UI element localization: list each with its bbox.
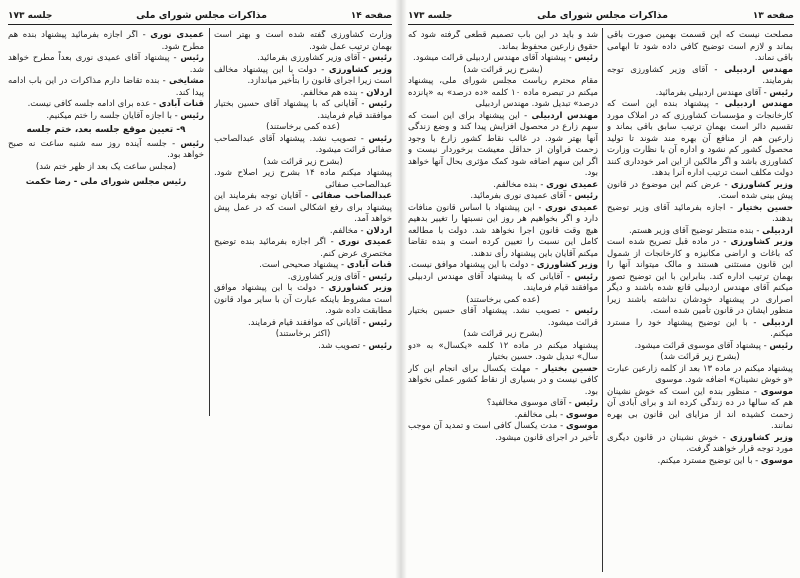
speech-text: - عرض کنم این موضوع در قانون پیش بینی شده است.	[607, 179, 793, 201]
speaker-name: عمیدی نوری	[150, 30, 204, 40]
speech-paragraph	[214, 226, 392, 238]
speaker-name: رئیس	[368, 340, 392, 351]
page-header	[408, 7, 794, 25]
stage-direction: (بشرح زیر قرائت شد)	[463, 329, 543, 339]
speech-paragraph	[214, 318, 392, 330]
speech-text: - تصویب شد.	[318, 340, 366, 351]
speech-text: - تصویب نشد. پیشنهاد آقای عبدالصاحب صفائی قرائت میشود.	[214, 133, 392, 155]
stage-direction: (اکثر برخاستند)	[275, 329, 331, 339]
speech-text: - اگر اجازه بفرمائید پیشنهاد بنده هم مطرح شود.	[8, 30, 204, 52]
speaker-name: وزیر کشاورزی	[328, 64, 392, 75]
speaker-name: رئیس	[180, 53, 204, 63]
speaker-name: رئیس	[574, 191, 598, 201]
speaker-name: رئیس	[574, 271, 598, 282]
speech-paragraph	[607, 99, 793, 180]
speech-text: - بنده مخالفم.	[493, 179, 544, 190]
speech-paragraph	[607, 387, 793, 433]
speaker-name: قنات آبادی	[158, 99, 204, 109]
speech-paragraph	[408, 191, 598, 203]
speech-paragraph	[408, 180, 598, 192]
speech-paragraph	[8, 139, 204, 162]
speech-paragraph	[607, 65, 793, 88]
speech-paragraph	[408, 30, 598, 53]
speech-paragraph	[214, 191, 392, 226]
left-column	[8, 30, 204, 189]
speech-text: - دولت با این پیشنهاد موافق است مشروط باینکه عبارت آن با سایر مواد قانون مطابقت داده شود.	[214, 283, 392, 316]
speaker-name: عمیدی نوری	[546, 179, 598, 190]
page-number: صفحه ۱۴	[350, 10, 392, 21]
speech-text: - اگر اجازه بفرمائید بنده توضیح مختصری عرض کنم.	[214, 237, 392, 259]
stage-direction: (عده کمی برخاستند)	[266, 122, 340, 132]
session-number: جلسه ۱۷۳	[8, 10, 53, 21]
stage-direction: (عده کمی برخاستند)	[466, 294, 540, 305]
speech-paragraph	[8, 30, 204, 53]
speech-text: - پیشنهاد آقای عمیدی نوری بعداً مطرح خواهد شد.	[8, 53, 204, 75]
speaker-name: موسوی	[760, 386, 793, 397]
speech-text: - با اجازه آقایان جلسه را ختم میکنیم.	[46, 110, 178, 121]
speech-paragraph	[408, 410, 598, 422]
speech-text: پیشنهاد میکنم در ماده ۱۲ کلمه «یکسال» به «دو سال» تبدیل شود. حسین بختیار	[408, 340, 598, 362]
speech-text: - آقای وزیر کشاورزی بفرمائید.	[257, 53, 366, 63]
speech-text: - در ماده قبل تصریح شده است که باغات و اراضی مکانیزه و کارخانجات از شمول این قانون مستثنی هستند و مالک میتواند آنها را بهمان ترتیب اداره کند. بنابراین با این توضیح تصور میکنم آقای مهندس اردبیلی قانع شده باشند و دیگر اصراری در پیشنهاد خودشان نداشته باشند زیرا منظور ایشان در قانون تأمین شده است.	[607, 237, 793, 316]
speaker-name: وزیر کشاورزی	[730, 432, 793, 443]
speech-paragraph	[607, 364, 793, 387]
speech-paragraph	[607, 456, 793, 468]
speaker-name: رئیس	[368, 271, 392, 282]
speech-paragraph	[607, 433, 793, 456]
speech-text: - آقای وزیر کشاورزی توجه بفرمایند.	[607, 64, 793, 86]
speaker-name: رئیس	[180, 110, 204, 121]
speech-text: - آقایان توجه بفرمایند این پیشنهاد برای رفع اشکالی است که در عمل پیش خواهد آمد.	[214, 191, 392, 224]
stage-direction: (مجلس ساعت یک بعد از ظهر ختم شد)	[35, 161, 177, 172]
header-title: مذاکرات مجلس شورای ملی	[537, 10, 669, 21]
page-header	[8, 7, 392, 25]
speech-paragraph	[607, 180, 793, 203]
speech-paragraph	[408, 76, 598, 111]
speech-paragraph	[214, 341, 392, 353]
speaker-name: وزیر کشاورزی	[730, 237, 793, 247]
speech-text: - آقای وزیر کشاورزی.	[287, 271, 366, 282]
speech-text: - دولت با این پیشنهاد موافق نیست.	[408, 260, 535, 270]
speech-paragraph	[214, 88, 392, 100]
speaker-name: مهندس اردبیلی	[531, 110, 598, 121]
speech-text: - اجازه بفرمائید آقای وزیر توضیح بدهند.	[607, 202, 793, 224]
speech-text: - بلی مخالفم.	[514, 409, 564, 420]
speech-paragraph	[408, 421, 598, 444]
speech-paragraph	[607, 318, 793, 341]
stage-direction: (بشرح زیر قرائت شد)	[463, 64, 543, 75]
speech-paragraph	[214, 134, 392, 157]
speaker-name: حسین بختیار	[542, 363, 598, 374]
speech-text: - مخالفم.	[329, 225, 364, 236]
speech-text: - تصویب نشد. پیشنهاد آقای حسین بختیار قرائت میشود.	[408, 306, 598, 328]
speech-paragraph	[607, 88, 793, 100]
speaker-name: مشایخی	[168, 76, 204, 86]
column-divider	[209, 28, 210, 416]
speech-paragraph	[607, 30, 793, 65]
speaker-name: حسین بختیار	[737, 202, 793, 213]
speech-text: - پیشنهاد بنده این است که کارخانجات و مؤسسات کشاورزی که در املاک مورد تقسیم دائر است بهمان ترتیب سابق باقی بماند و زارعین هم از منافع آن بهره مند شوند تا تولید محصول کشور کم نشود و اداره آن با نظارت وزارت کشاورزی باشد و اگر مالکین از این امر خودداری کنند دولت مکلف است ترتیب اداره آنرا بدهد.	[607, 99, 793, 178]
speech-text: - آقایانی که با پیشنهاد آقای مهندس اردبیلی موافقند قیام فرمایند.	[408, 271, 598, 293]
speech-paragraph	[607, 226, 793, 238]
speaker-name: رئیس	[368, 99, 392, 109]
speaker-name: وزیر کشاورزی	[730, 179, 793, 190]
speech-paragraph	[607, 237, 793, 318]
speech-paragraph	[607, 341, 793, 353]
speaker-name: رئیس	[769, 340, 793, 351]
speech-text: - مدت یکسال کافی است و تمدید آن موجب تأخیر در اجرای قانون میشود.	[408, 421, 598, 443]
speech-text: - آقایانی که موافقند قیام فرمایند.	[247, 317, 366, 328]
speech-text: - جلسه آینده روز سه شنبه ساعت نه صبح خواهد بود.	[8, 138, 204, 160]
speech-text: شد و باید در این باب تصمیم قطعی گرفته شود که حقوق زارعین محفوظ بماند.	[408, 30, 598, 52]
speaker-name: اردبیلی	[762, 317, 793, 328]
speaker-name: رئیس	[769, 87, 793, 98]
page-number: صفحه ۱۳	[752, 10, 794, 21]
speech-text: - با این توضیح پیشنهاد خود را مسترد میکنم.	[607, 317, 793, 339]
speech-text: - عده برای ادامه جلسه کافی نیست.	[27, 99, 157, 109]
speaker-name: موسوی	[565, 421, 598, 431]
speech-paragraph	[214, 99, 392, 122]
speech-paragraph	[214, 65, 392, 88]
speaker-name: رئیس	[574, 53, 598, 63]
speech-paragraph	[408, 341, 598, 364]
speech-paragraph	[408, 306, 598, 329]
speech-paragraph	[214, 30, 392, 53]
speech-text: پیشنهاد میکنم ماده ۱۴ بشرح زیر اصلاح شود. عبدالصاحب صفائی	[214, 168, 392, 190]
speaker-name: اردبیلی	[762, 225, 793, 236]
speech-text: مصلحت نیست که این قسمت بهمین صورت باقی بماند و لازم است توضیح کافی داده شود تا ابهامی باقی نماند.	[607, 30, 793, 63]
speech-text: مقام محترم ریاست مجلس شورای ملی، پیشنهاد میکنم در تبصره ماده ۱۰ کلمه «ده درصد» به «پانزده درصد» تبدیل شود. مهندس اردبیلی	[408, 76, 598, 109]
speech-paragraph	[607, 203, 793, 226]
speech-paragraph	[214, 272, 392, 284]
speech-paragraph	[8, 53, 204, 76]
header-title: مذاکرات مجلس شورای ملی	[136, 10, 268, 21]
speech-text: - پیشنهاد آقای موسوی قرائت میشود.	[634, 340, 767, 351]
speech-text: - آقای عمیدی نوری بفرمائید.	[470, 191, 572, 201]
speech-text: - پیشنهاد صحیحی است.	[259, 260, 345, 270]
speaker-name: رئیس	[368, 317, 392, 328]
speech-text: - پیشنهاد آقای مهندس اردبیلی قرائت میشود.	[413, 53, 572, 63]
speech-text: - آقای مهندس اردبیلی بفرمائید.	[655, 87, 767, 98]
speech-text: - بنده هم مخالفم.	[300, 87, 364, 98]
speech-text: پیشنهاد میکنم در ماده ۱۳ بعد از کلمه زارعین عبارت «و خوش نشینان» اضافه شود. موسوی	[607, 363, 793, 385]
speaker-name: اردلان	[366, 225, 392, 236]
speaker-name: رئیس	[574, 398, 598, 408]
speech-paragraph	[214, 283, 392, 318]
speech-paragraph	[408, 364, 598, 399]
speech-text: - این پیشنهاد با اساس قانون منافات دارد و اگر بخواهیم هر روز این نسبتها را تغییر بدهیم هیچ وقت قانون اجرا نخواهد شد. دولت با مطالعه کامل این نسبت را تعیین کرده است و بنده تقاضا میکنم آقایان باین پیشنهاد رأی ندهند.	[408, 202, 598, 259]
stage-direction: (بشرح زیر قرائت شد)	[263, 156, 343, 167]
speech-paragraph	[408, 111, 598, 180]
speech-text: - آقایانی که با پیشنهاد آقای حسین بختیار موافقند قیام فرمایند.	[214, 99, 392, 121]
speech-text: - خوش نشینان در قانون دیگری مورد توجه قرار خواهند گرفت.	[607, 432, 793, 454]
column-divider	[602, 28, 603, 572]
session-number: جلسه ۱۷۳	[408, 10, 453, 21]
speech-text: - دولت با این پیشنهاد مخالف است زیرا اجرای قانون را بتأخیر میاندازد.	[214, 64, 392, 86]
speaker-name: قنات آبادی	[346, 260, 392, 270]
speech-paragraph	[408, 272, 598, 295]
speaker-name: عبدالصاحب صفائی	[311, 191, 392, 201]
speaker-name: وزیر کشاورزی	[536, 260, 598, 270]
stage-direction: (بشرح زیر قرائت شد)	[660, 352, 740, 362]
speech-paragraph	[408, 53, 598, 65]
speaker-name: وزیر کشاورزی	[328, 283, 392, 293]
speaker-name: اردلان	[366, 87, 392, 98]
speech-paragraph	[214, 260, 392, 272]
speaker-name: مهندس اردبیلی	[724, 99, 793, 109]
speaker-name: رئیس	[368, 133, 392, 144]
speech-text: - منظور بنده این است که خوش نشینان هم که سالها در ده زندگی کرده اند و برای آبادی آن زحمت کشیده اند از مزایای این قانون بی بهره نمانند.	[607, 386, 793, 431]
speaker-name: موسوی	[565, 409, 598, 420]
speech-text: - این پیشنهاد برای این است که سهم زارع در محصول افزایش پیدا کند و وضع زندگی آنها بهتر شود. در غالب نقاط کشور زارع با وجود زحمت فراوان از حداقل معیشت برخوردار نیست و اگر این سهم اضافه شود کمک مؤثری بحال آنها خواهد بود.	[408, 110, 598, 178]
speech-text: - با این توضیح مسترد میکنم.	[657, 455, 759, 466]
speech-text: وزارت کشاورزی گفته شده است و بهتر است بهمان ترتیب عمل شود.	[214, 30, 392, 52]
speech-paragraph	[408, 203, 598, 261]
speech-text: - بنده تقاضا دارم مذاکرات در این باب ادامه پیدا کند.	[8, 76, 204, 98]
speech-text: - آقای موسوی مخالفید؟	[486, 398, 572, 408]
speech-text: - بنده منتظر توضیح آقای وزیر هستم.	[628, 225, 760, 236]
left-column	[408, 30, 598, 570]
speaker-name: موسوی	[760, 455, 793, 466]
speaker-name: رئیس	[180, 138, 204, 149]
speech-paragraph	[214, 168, 392, 191]
speech-paragraph	[214, 53, 392, 65]
speech-text: - مهلت یکسال برای انجام این کار کافی نیست و در بسیاری از نقاط کشور عملی نخواهد بود.	[408, 363, 598, 397]
speech-paragraph	[8, 111, 204, 123]
right-column	[214, 30, 392, 352]
speaker-name: عمیدی نوری	[545, 202, 598, 213]
speaker-name: رئیس	[368, 53, 392, 63]
signature: رئیس مجلس شورای ملی - رضا حکمت	[25, 177, 187, 187]
section-heading: ۹- تعیین موقع جلسه بعد، ختم جلسه	[26, 125, 186, 135]
speech-paragraph	[214, 237, 392, 260]
speech-paragraph	[8, 76, 204, 99]
speech-paragraph	[8, 99, 204, 111]
speaker-name: مهندس اردبیلی	[724, 64, 793, 75]
right-page	[402, 0, 800, 578]
speaker-name: رئیس	[574, 306, 598, 316]
speech-paragraph	[408, 260, 598, 272]
right-column	[607, 30, 793, 570]
speaker-name: عمیدی نوری	[338, 237, 392, 247]
speech-paragraph	[408, 398, 598, 410]
